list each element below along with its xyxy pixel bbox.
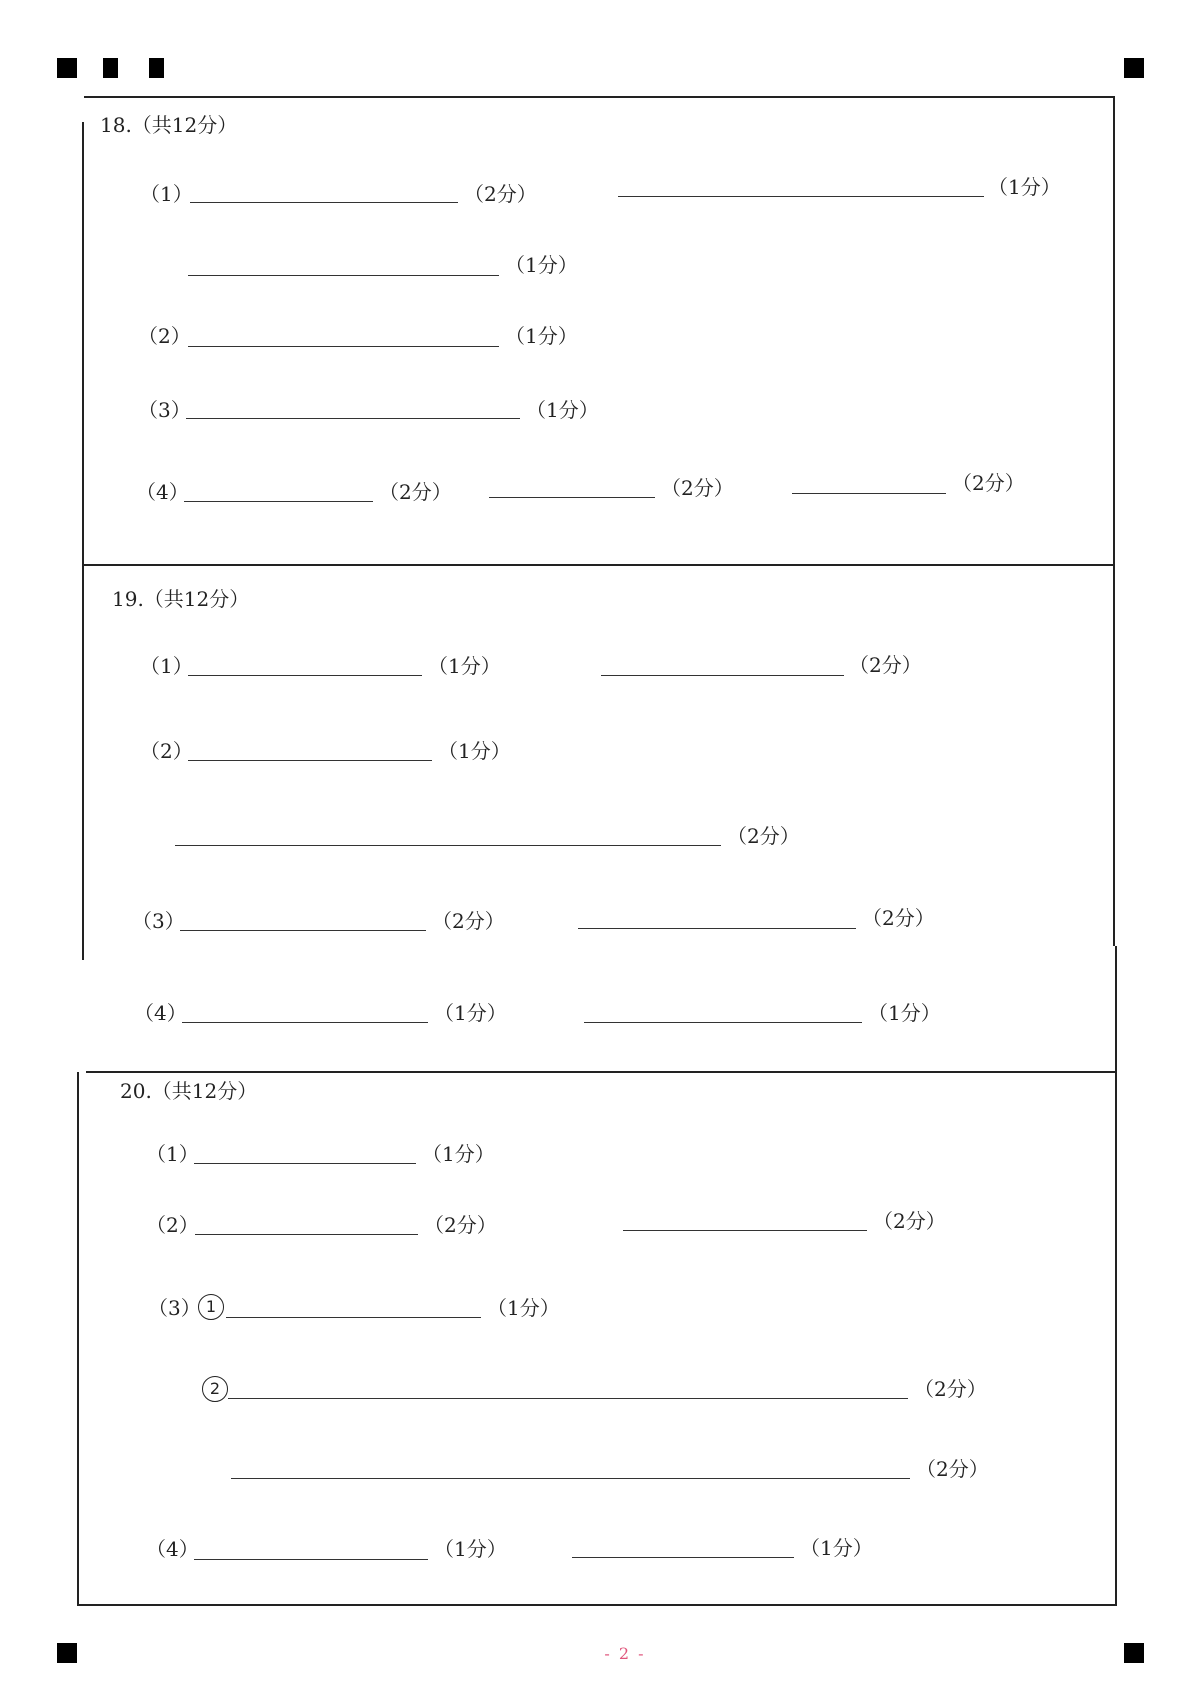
answer-blank[interactable] bbox=[601, 675, 844, 676]
answer-blank[interactable] bbox=[228, 1398, 908, 1399]
sub-question-label: （2） bbox=[146, 1213, 199, 1237]
answer-blank[interactable] bbox=[194, 1559, 428, 1560]
answer-blank[interactable] bbox=[195, 1234, 418, 1235]
page-number: - 2 - bbox=[604, 1644, 646, 1663]
registration-mark bbox=[103, 58, 118, 78]
points-label: （2分） bbox=[661, 476, 734, 500]
points-label: （2分） bbox=[432, 909, 505, 933]
answer-blank[interactable] bbox=[226, 1317, 481, 1318]
answer-blank[interactable] bbox=[584, 1022, 862, 1023]
frame-left-border bbox=[82, 122, 84, 960]
section-divider bbox=[86, 1071, 1116, 1073]
points-label: （2分） bbox=[727, 824, 800, 848]
registration-mark bbox=[57, 58, 77, 78]
sub-question-label: （1） bbox=[146, 1142, 199, 1166]
answer-blank[interactable] bbox=[792, 493, 946, 494]
points-label: （2分） bbox=[914, 1377, 987, 1401]
points-label: （1分） bbox=[428, 654, 501, 678]
points-label: （2分） bbox=[916, 1457, 989, 1481]
sub-question-label: （1） bbox=[140, 654, 193, 678]
sub-question-label: （4） bbox=[134, 1001, 187, 1025]
answer-blank[interactable] bbox=[188, 275, 499, 276]
frame-right-border bbox=[1115, 946, 1117, 1606]
points-label: （1分） bbox=[434, 1001, 507, 1025]
points-label: （1分） bbox=[422, 1142, 495, 1166]
question-title: 20.（共12分） bbox=[120, 1079, 258, 1103]
sub-question-label: （4） bbox=[146, 1537, 199, 1561]
answer-blank[interactable] bbox=[188, 675, 422, 676]
circled-number-1: 1 bbox=[198, 1294, 224, 1320]
registration-mark bbox=[1124, 1643, 1144, 1663]
points-label: （2分） bbox=[424, 1213, 497, 1237]
points-label: （1分） bbox=[868, 1001, 941, 1025]
sub-question-label: （2） bbox=[140, 739, 193, 763]
points-label: （1分） bbox=[438, 739, 511, 763]
question-title: 19.（共12分） bbox=[112, 587, 250, 611]
points-label: （1分） bbox=[988, 175, 1061, 199]
answer-blank[interactable] bbox=[231, 1478, 910, 1479]
points-label: （1分） bbox=[434, 1537, 507, 1561]
sub-question-label: （1） bbox=[140, 182, 193, 206]
points-label: （2分） bbox=[379, 480, 452, 504]
points-label: （1分） bbox=[526, 398, 599, 422]
sub-question-label: （2） bbox=[138, 324, 191, 348]
points-label: （2分） bbox=[464, 182, 537, 206]
points-label: （1分） bbox=[800, 1536, 873, 1560]
answer-blank[interactable] bbox=[186, 418, 520, 419]
points-label: （2分） bbox=[873, 1209, 946, 1233]
sub-question-label: （3） bbox=[148, 1296, 201, 1320]
registration-mark bbox=[149, 58, 164, 78]
points-label: （2分） bbox=[849, 653, 922, 677]
points-label: （1分） bbox=[505, 253, 578, 277]
answer-blank[interactable] bbox=[188, 346, 499, 347]
answer-blank[interactable] bbox=[623, 1230, 867, 1231]
answer-blank[interactable] bbox=[194, 1163, 416, 1164]
answer-blank[interactable] bbox=[184, 501, 373, 502]
frame-left-border bbox=[77, 1072, 79, 1604]
registration-mark bbox=[57, 1643, 77, 1663]
frame-top-border bbox=[84, 96, 1115, 98]
question-title: 18.（共12分） bbox=[100, 113, 238, 137]
points-label: （1分） bbox=[505, 324, 578, 348]
sub-question-label: （3） bbox=[138, 398, 191, 422]
answer-blank[interactable] bbox=[572, 1557, 794, 1558]
answer-blank[interactable] bbox=[618, 196, 984, 197]
sub-question-label: （3） bbox=[132, 909, 185, 933]
answer-blank[interactable] bbox=[489, 497, 655, 498]
section-divider bbox=[82, 564, 1115, 566]
points-label: （2分） bbox=[862, 906, 935, 930]
points-label: （2分） bbox=[952, 471, 1025, 495]
circled-number-2: 2 bbox=[202, 1376, 228, 1402]
registration-mark bbox=[1124, 58, 1144, 78]
points-label: （1分） bbox=[487, 1296, 560, 1320]
answer-blank[interactable] bbox=[180, 930, 426, 931]
answer-blank[interactable] bbox=[578, 928, 856, 929]
frame-bottom-border bbox=[77, 1604, 1117, 1606]
answer-blank[interactable] bbox=[188, 760, 432, 761]
sub-question-label: （4） bbox=[136, 480, 189, 504]
answer-blank[interactable] bbox=[182, 1022, 428, 1023]
frame-right-border bbox=[1113, 96, 1115, 946]
answer-blank[interactable] bbox=[190, 202, 458, 203]
answer-blank[interactable] bbox=[175, 845, 721, 846]
